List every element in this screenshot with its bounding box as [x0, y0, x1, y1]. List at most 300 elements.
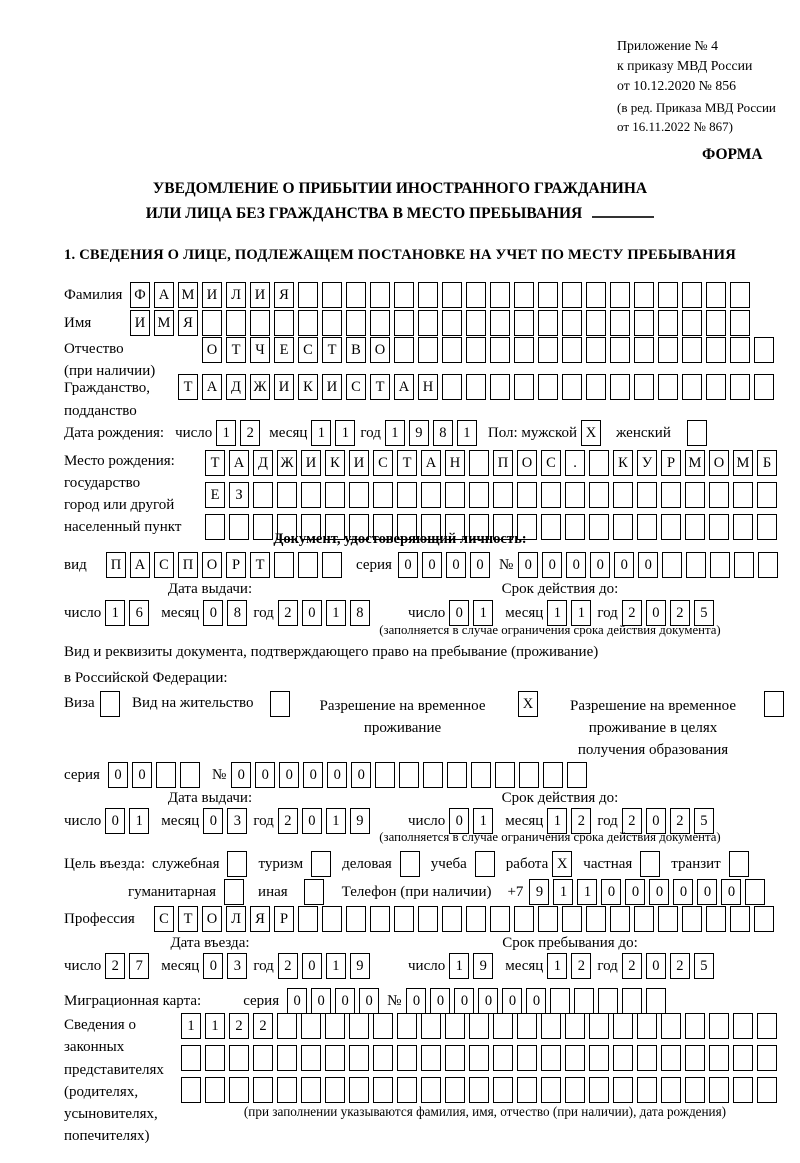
- char-cell[interactable]: [418, 337, 438, 363]
- char-cell[interactable]: 0: [406, 988, 426, 1014]
- char-cell[interactable]: [298, 310, 318, 336]
- char-cell[interactable]: 2: [240, 420, 260, 446]
- char-cell[interactable]: [469, 1013, 489, 1039]
- char-cell[interactable]: [421, 1077, 441, 1103]
- char-cell[interactable]: [421, 482, 441, 508]
- char-cell[interactable]: [730, 282, 750, 308]
- char-cell[interactable]: 8: [433, 420, 453, 446]
- char-cell[interactable]: [541, 1045, 561, 1071]
- char-cell[interactable]: 0: [646, 953, 666, 979]
- char-cell[interactable]: [493, 1013, 513, 1039]
- char-cell[interactable]: [421, 1013, 441, 1039]
- char-cell[interactable]: [466, 282, 486, 308]
- char-cell[interactable]: Е: [205, 482, 225, 508]
- char-cell[interactable]: [325, 1013, 345, 1039]
- char-cell[interactable]: [373, 482, 393, 508]
- char-cell[interactable]: [637, 1013, 657, 1039]
- char-cell[interactable]: 6: [129, 600, 149, 626]
- char-cell[interactable]: 1: [473, 808, 493, 834]
- char-cell[interactable]: [423, 762, 443, 788]
- char-cell[interactable]: 2: [278, 600, 298, 626]
- char-cell[interactable]: [685, 1077, 705, 1103]
- char-cell[interactable]: О: [202, 906, 222, 932]
- char-cell[interactable]: [442, 282, 462, 308]
- char-cell[interactable]: [397, 1045, 417, 1071]
- char-cell[interactable]: [270, 691, 290, 717]
- char-cell[interactable]: [745, 879, 765, 905]
- char-cell[interactable]: С: [373, 450, 393, 476]
- char-cell[interactable]: [562, 374, 582, 400]
- char-cell[interactable]: [733, 1045, 753, 1071]
- char-cell[interactable]: 2: [622, 953, 642, 979]
- char-cell[interactable]: [730, 310, 750, 336]
- char-cell[interactable]: [589, 1077, 609, 1103]
- char-cell[interactable]: [469, 1045, 489, 1071]
- char-cell[interactable]: 2: [670, 953, 690, 979]
- char-cell[interactable]: 0: [105, 808, 125, 834]
- char-cell[interactable]: [610, 337, 630, 363]
- char-cell[interactable]: 0: [351, 762, 371, 788]
- char-cell[interactable]: 0: [422, 552, 442, 578]
- char-cell[interactable]: [349, 482, 369, 508]
- char-cell[interactable]: [610, 310, 630, 336]
- char-cell[interactable]: [610, 374, 630, 400]
- char-cell[interactable]: [661, 482, 681, 508]
- char-cell[interactable]: [758, 552, 778, 578]
- char-cell[interactable]: Т: [370, 374, 390, 400]
- char-cell[interactable]: [734, 552, 754, 578]
- char-cell[interactable]: 0: [446, 552, 466, 578]
- char-cell[interactable]: 0: [542, 552, 562, 578]
- char-cell[interactable]: [538, 906, 558, 932]
- char-cell[interactable]: [613, 482, 633, 508]
- char-cell[interactable]: [562, 282, 582, 308]
- char-cell[interactable]: [301, 1045, 321, 1071]
- char-cell[interactable]: [442, 310, 462, 336]
- char-cell[interactable]: 0: [478, 988, 498, 1014]
- char-cell[interactable]: [646, 988, 666, 1014]
- char-cell[interactable]: Т: [178, 906, 198, 932]
- char-cell[interactable]: [682, 906, 702, 932]
- char-cell[interactable]: М: [685, 450, 705, 476]
- char-cell[interactable]: [733, 1077, 753, 1103]
- char-cell[interactable]: Л: [226, 906, 246, 932]
- char-cell[interactable]: [586, 906, 606, 932]
- char-cell[interactable]: [418, 282, 438, 308]
- char-cell[interactable]: [442, 374, 462, 400]
- char-cell[interactable]: Т: [250, 552, 270, 578]
- char-cell[interactable]: 2: [278, 808, 298, 834]
- char-cell[interactable]: [538, 282, 558, 308]
- char-cell[interactable]: [565, 1077, 585, 1103]
- char-cell[interactable]: 0: [590, 552, 610, 578]
- char-cell[interactable]: З: [229, 482, 249, 508]
- char-cell[interactable]: [311, 851, 331, 877]
- char-cell[interactable]: [493, 1045, 513, 1071]
- char-cell[interactable]: [397, 482, 417, 508]
- char-cell[interactable]: [325, 1045, 345, 1071]
- char-cell[interactable]: О: [202, 552, 222, 578]
- char-cell[interactable]: [514, 374, 534, 400]
- char-cell[interactable]: [586, 310, 606, 336]
- char-cell[interactable]: 0: [302, 600, 322, 626]
- char-cell[interactable]: 0: [449, 600, 469, 626]
- char-cell[interactable]: 1: [385, 420, 405, 446]
- char-cell[interactable]: Ч: [250, 337, 270, 363]
- char-cell[interactable]: [634, 310, 654, 336]
- char-cell[interactable]: X: [581, 420, 601, 446]
- char-cell[interactable]: 9: [350, 808, 370, 834]
- char-cell[interactable]: [156, 762, 176, 788]
- char-cell[interactable]: [517, 1077, 537, 1103]
- char-cell[interactable]: А: [394, 374, 414, 400]
- char-cell[interactable]: [493, 482, 513, 508]
- char-cell[interactable]: 1: [129, 808, 149, 834]
- char-cell[interactable]: 0: [231, 762, 251, 788]
- char-cell[interactable]: 0: [327, 762, 347, 788]
- char-cell[interactable]: [418, 906, 438, 932]
- char-cell[interactable]: [637, 482, 657, 508]
- char-cell[interactable]: 1: [216, 420, 236, 446]
- char-cell[interactable]: [514, 282, 534, 308]
- char-cell[interactable]: 0: [454, 988, 474, 1014]
- char-cell[interactable]: [274, 552, 294, 578]
- char-cell[interactable]: [517, 1045, 537, 1071]
- char-cell[interactable]: [613, 1077, 633, 1103]
- char-cell[interactable]: И: [301, 450, 321, 476]
- char-cell[interactable]: [394, 337, 414, 363]
- char-cell[interactable]: П: [106, 552, 126, 578]
- char-cell[interactable]: [100, 691, 120, 717]
- char-cell[interactable]: И: [349, 450, 369, 476]
- char-cell[interactable]: 0: [311, 988, 331, 1014]
- char-cell[interactable]: 1: [577, 879, 597, 905]
- char-cell[interactable]: [586, 282, 606, 308]
- char-cell[interactable]: [658, 374, 678, 400]
- char-cell[interactable]: К: [298, 374, 318, 400]
- char-cell[interactable]: И: [322, 374, 342, 400]
- char-cell[interactable]: [322, 906, 342, 932]
- char-cell[interactable]: М: [178, 282, 198, 308]
- char-cell[interactable]: 3: [227, 953, 247, 979]
- char-cell[interactable]: 0: [614, 552, 634, 578]
- char-cell[interactable]: 1: [326, 600, 346, 626]
- char-cell[interactable]: [418, 310, 438, 336]
- char-cell[interactable]: [445, 1045, 465, 1071]
- char-cell[interactable]: [277, 1013, 297, 1039]
- char-cell[interactable]: [754, 906, 774, 932]
- char-cell[interactable]: [514, 337, 534, 363]
- char-cell[interactable]: 2: [571, 953, 591, 979]
- char-cell[interactable]: Т: [322, 337, 342, 363]
- char-cell[interactable]: [634, 906, 654, 932]
- char-cell[interactable]: [709, 482, 729, 508]
- char-cell[interactable]: [322, 282, 342, 308]
- char-cell[interactable]: [442, 906, 462, 932]
- char-cell[interactable]: [490, 374, 510, 400]
- char-cell[interactable]: [298, 282, 318, 308]
- char-cell[interactable]: Р: [226, 552, 246, 578]
- char-cell[interactable]: [373, 1077, 393, 1103]
- char-cell[interactable]: С: [154, 552, 174, 578]
- char-cell[interactable]: [706, 282, 726, 308]
- char-cell[interactable]: [181, 1045, 201, 1071]
- char-cell[interactable]: 1: [181, 1013, 201, 1039]
- char-cell[interactable]: [543, 762, 563, 788]
- char-cell[interactable]: [733, 1013, 753, 1039]
- char-cell[interactable]: [565, 1045, 585, 1071]
- char-cell[interactable]: [589, 450, 609, 476]
- char-cell[interactable]: 5: [694, 808, 714, 834]
- char-cell[interactable]: 5: [694, 600, 714, 626]
- char-cell[interactable]: [229, 1077, 249, 1103]
- char-cell[interactable]: [538, 310, 558, 336]
- char-cell[interactable]: [706, 310, 726, 336]
- char-cell[interactable]: [274, 310, 294, 336]
- char-cell[interactable]: [322, 552, 342, 578]
- char-cell[interactable]: О: [517, 450, 537, 476]
- char-cell[interactable]: Ф: [130, 282, 150, 308]
- char-cell[interactable]: 1: [326, 808, 346, 834]
- char-cell[interactable]: 1: [547, 953, 567, 979]
- char-cell[interactable]: С: [541, 450, 561, 476]
- char-cell[interactable]: [622, 988, 642, 1014]
- char-cell[interactable]: [567, 762, 587, 788]
- char-cell[interactable]: 0: [303, 762, 323, 788]
- char-cell[interactable]: М: [733, 450, 753, 476]
- char-cell[interactable]: [325, 482, 345, 508]
- char-cell[interactable]: 2: [622, 808, 642, 834]
- char-cell[interactable]: Б: [757, 450, 777, 476]
- char-cell[interactable]: [687, 420, 707, 446]
- char-cell[interactable]: 1: [205, 1013, 225, 1039]
- char-cell[interactable]: [469, 482, 489, 508]
- char-cell[interactable]: [562, 906, 582, 932]
- char-cell[interactable]: [394, 282, 414, 308]
- char-cell[interactable]: [226, 310, 246, 336]
- char-cell[interactable]: [706, 337, 726, 363]
- char-cell[interactable]: 0: [601, 879, 621, 905]
- char-cell[interactable]: [447, 762, 467, 788]
- char-cell[interactable]: 0: [255, 762, 275, 788]
- char-cell[interactable]: 9: [350, 953, 370, 979]
- char-cell[interactable]: Л: [226, 282, 246, 308]
- char-cell[interactable]: [442, 337, 462, 363]
- char-cell[interactable]: X: [552, 851, 572, 877]
- char-cell[interactable]: Я: [274, 282, 294, 308]
- char-cell[interactable]: К: [613, 450, 633, 476]
- char-cell[interactable]: [729, 851, 749, 877]
- char-cell[interactable]: [538, 374, 558, 400]
- char-cell[interactable]: [517, 482, 537, 508]
- char-cell[interactable]: Т: [178, 374, 198, 400]
- char-cell[interactable]: [397, 1077, 417, 1103]
- char-cell[interactable]: [325, 1077, 345, 1103]
- char-cell[interactable]: [634, 337, 654, 363]
- char-cell[interactable]: [541, 482, 561, 508]
- char-cell[interactable]: [634, 374, 654, 400]
- char-cell[interactable]: 0: [646, 808, 666, 834]
- char-cell[interactable]: 0: [287, 988, 307, 1014]
- char-cell[interactable]: И: [202, 282, 222, 308]
- char-cell[interactable]: 2: [278, 953, 298, 979]
- char-cell[interactable]: Т: [397, 450, 417, 476]
- char-cell[interactable]: А: [130, 552, 150, 578]
- char-cell[interactable]: [373, 1013, 393, 1039]
- char-cell[interactable]: [229, 1045, 249, 1071]
- char-cell[interactable]: [298, 906, 318, 932]
- char-cell[interactable]: [682, 337, 702, 363]
- char-cell[interactable]: К: [325, 450, 345, 476]
- char-cell[interactable]: 1: [547, 808, 567, 834]
- char-cell[interactable]: [538, 337, 558, 363]
- char-cell[interactable]: [205, 1077, 225, 1103]
- char-cell[interactable]: [662, 552, 682, 578]
- char-cell[interactable]: [370, 282, 390, 308]
- char-cell[interactable]: [709, 1013, 729, 1039]
- char-cell[interactable]: Н: [418, 374, 438, 400]
- char-cell[interactable]: [685, 482, 705, 508]
- char-cell[interactable]: 5: [694, 953, 714, 979]
- char-cell[interactable]: 2: [571, 808, 591, 834]
- char-cell[interactable]: [757, 482, 777, 508]
- char-cell[interactable]: [589, 1045, 609, 1071]
- char-cell[interactable]: Р: [661, 450, 681, 476]
- char-cell[interactable]: 1: [473, 600, 493, 626]
- char-cell[interactable]: 0: [302, 953, 322, 979]
- char-cell[interactable]: [706, 906, 726, 932]
- char-cell[interactable]: 0: [203, 600, 223, 626]
- char-cell[interactable]: [733, 482, 753, 508]
- char-cell[interactable]: 1: [457, 420, 477, 446]
- char-cell[interactable]: [709, 1045, 729, 1071]
- char-cell[interactable]: [253, 1077, 273, 1103]
- char-cell[interactable]: И: [130, 310, 150, 336]
- char-cell[interactable]: [349, 1045, 369, 1071]
- char-cell[interactable]: [565, 1013, 585, 1039]
- char-cell[interactable]: 9: [473, 953, 493, 979]
- char-cell[interactable]: [346, 282, 366, 308]
- char-cell[interactable]: [301, 1013, 321, 1039]
- char-cell[interactable]: [519, 762, 539, 788]
- char-cell[interactable]: [661, 1013, 681, 1039]
- char-cell[interactable]: 0: [518, 552, 538, 578]
- char-cell[interactable]: 0: [721, 879, 741, 905]
- char-cell[interactable]: [754, 374, 774, 400]
- char-cell[interactable]: 1: [449, 953, 469, 979]
- char-cell[interactable]: [277, 1077, 297, 1103]
- char-cell[interactable]: [514, 906, 534, 932]
- char-cell[interactable]: 1: [553, 879, 573, 905]
- char-cell[interactable]: Ж: [250, 374, 270, 400]
- char-cell[interactable]: М: [154, 310, 174, 336]
- char-cell[interactable]: [493, 1077, 513, 1103]
- char-cell[interactable]: [250, 310, 270, 336]
- char-cell[interactable]: [397, 1013, 417, 1039]
- char-cell[interactable]: 9: [529, 879, 549, 905]
- char-cell[interactable]: [661, 1045, 681, 1071]
- char-cell[interactable]: Т: [226, 337, 246, 363]
- char-cell[interactable]: [710, 552, 730, 578]
- char-cell[interactable]: [514, 310, 534, 336]
- char-cell[interactable]: [471, 762, 491, 788]
- char-cell[interactable]: [394, 310, 414, 336]
- char-cell[interactable]: [682, 310, 702, 336]
- char-cell[interactable]: О: [709, 450, 729, 476]
- char-cell[interactable]: 1: [105, 600, 125, 626]
- char-cell[interactable]: [205, 1045, 225, 1071]
- char-cell[interactable]: А: [154, 282, 174, 308]
- char-cell[interactable]: [227, 851, 247, 877]
- char-cell[interactable]: 0: [398, 552, 418, 578]
- char-cell[interactable]: [349, 1013, 369, 1039]
- char-cell[interactable]: [589, 1013, 609, 1039]
- char-cell[interactable]: [349, 1077, 369, 1103]
- char-cell[interactable]: 0: [646, 600, 666, 626]
- char-cell[interactable]: 0: [359, 988, 379, 1014]
- char-cell[interactable]: X: [518, 691, 538, 717]
- char-cell[interactable]: [277, 482, 297, 508]
- char-cell[interactable]: [754, 337, 774, 363]
- char-cell[interactable]: [686, 552, 706, 578]
- char-cell[interactable]: [541, 1077, 561, 1103]
- char-cell[interactable]: Я: [178, 310, 198, 336]
- char-cell[interactable]: .: [565, 450, 585, 476]
- char-cell[interactable]: [253, 1045, 273, 1071]
- char-cell[interactable]: [490, 337, 510, 363]
- char-cell[interactable]: 0: [502, 988, 522, 1014]
- char-cell[interactable]: [301, 1077, 321, 1103]
- char-cell[interactable]: В: [346, 337, 366, 363]
- char-cell[interactable]: [495, 762, 515, 788]
- char-cell[interactable]: [469, 1077, 489, 1103]
- char-cell[interactable]: [400, 851, 420, 877]
- char-cell[interactable]: С: [298, 337, 318, 363]
- char-cell[interactable]: [613, 1013, 633, 1039]
- char-cell[interactable]: 0: [203, 808, 223, 834]
- char-cell[interactable]: [730, 374, 750, 400]
- char-cell[interactable]: 2: [105, 953, 125, 979]
- char-cell[interactable]: [224, 879, 244, 905]
- char-cell[interactable]: 0: [430, 988, 450, 1014]
- char-cell[interactable]: [475, 851, 495, 877]
- char-cell[interactable]: Я: [250, 906, 270, 932]
- char-cell[interactable]: С: [154, 906, 174, 932]
- char-cell[interactable]: 3: [227, 808, 247, 834]
- char-cell[interactable]: [562, 310, 582, 336]
- char-cell[interactable]: [682, 374, 702, 400]
- char-cell[interactable]: 8: [350, 600, 370, 626]
- char-cell[interactable]: П: [178, 552, 198, 578]
- char-cell[interactable]: А: [229, 450, 249, 476]
- char-cell[interactable]: [757, 1045, 777, 1071]
- char-cell[interactable]: [757, 1077, 777, 1103]
- char-cell[interactable]: [610, 282, 630, 308]
- char-cell[interactable]: [709, 1077, 729, 1103]
- char-cell[interactable]: [399, 762, 419, 788]
- char-cell[interactable]: [490, 282, 510, 308]
- char-cell[interactable]: 2: [622, 600, 642, 626]
- char-cell[interactable]: [682, 282, 702, 308]
- char-cell[interactable]: [304, 879, 324, 905]
- char-cell[interactable]: 0: [697, 879, 717, 905]
- char-cell[interactable]: 0: [279, 762, 299, 788]
- char-cell[interactable]: [322, 310, 342, 336]
- char-cell[interactable]: И: [274, 374, 294, 400]
- char-cell[interactable]: 0: [302, 808, 322, 834]
- char-cell[interactable]: [562, 337, 582, 363]
- char-cell[interactable]: [586, 337, 606, 363]
